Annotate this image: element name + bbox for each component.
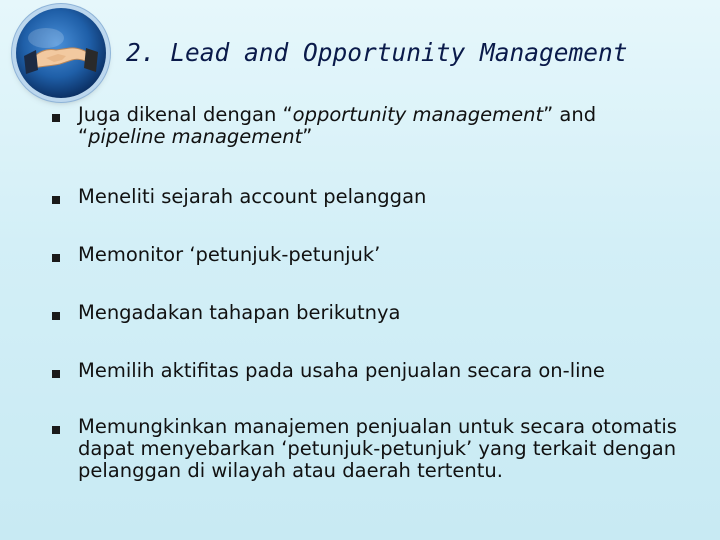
text-run: ” and “: [78, 103, 597, 148]
handshake-icon: [16, 8, 106, 98]
text-run: Meneliti sejarah account pelanggan: [78, 185, 427, 208]
text-run: ”: [302, 125, 313, 148]
text-run: Juga dikenal dengan “: [78, 103, 293, 126]
bullet-marker: [52, 312, 60, 320]
italic-term: pipeline management: [88, 125, 303, 148]
bullet-marker: [52, 196, 60, 204]
bullet-marker: [52, 254, 60, 262]
page-title: 2. Lead and Opportunity Management: [126, 38, 628, 67]
italic-term: opportunity management: [292, 103, 544, 126]
text-run: Mengadakan tahapan berikutnya: [78, 301, 401, 324]
text-run: Memonitor ‘petunjuk-petunjuk’: [78, 243, 381, 266]
handshake-logo: [16, 8, 106, 98]
text-run: Memilih aktifitas pada usaha penjualan secara on-line: [78, 359, 605, 382]
text-run: Memungkinkan manajemen penjualan untuk secara otomatis dapat menyebarkan ‘petunjuk-petunjuk’ yang terkait dengan pelanggan di wilayah atau daerah tertentu.: [78, 415, 677, 482]
bullet-text: [78, 104, 678, 148]
bullet-text: [78, 360, 678, 382]
bullet-text: [78, 186, 678, 208]
bullet-text: [78, 244, 678, 266]
bullet-marker: [52, 370, 60, 378]
bullet-marker: [52, 426, 60, 434]
bullet-marker: [52, 114, 60, 122]
bullet-text: [78, 302, 678, 324]
bullet-text: [78, 416, 678, 482]
